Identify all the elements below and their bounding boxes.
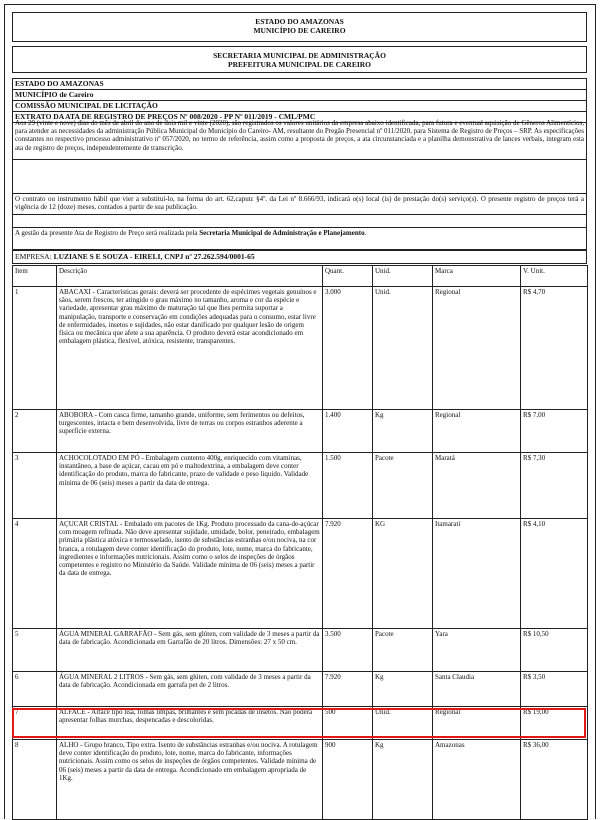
company-line <box>12 250 587 264</box>
cell-quantity: 3.500 <box>323 629 373 672</box>
cell-brand: Regional <box>433 287 521 410</box>
table-row <box>13 287 588 410</box>
cell-description: ALHO - Grupo branco, Tipo extra. Isento de substâncias estranhas e/ou nociva. A rotulagem deve conter identificação do produto, lote, nome, marca do fabricante, informações nutricionais. Assim como os selos de inspeções de órgãos competentes. Validade mínima de 06 (seis) meses a partir da data de entrega. Acondicionado em embalagem apropriada de 1Kg. <box>57 740 323 820</box>
cell-brand: Santa Claudia <box>433 672 521 707</box>
cell-item: 4 <box>13 519 57 629</box>
header-state: ESTADO DO AMAZONAS <box>255 17 344 26</box>
header-secretariat: SECRETARIA MUNICIPAL DE ADMINISTRAÇÃO <box>213 51 386 60</box>
cell-quantity: 7.920 <box>323 672 373 707</box>
blank-space <box>12 215 587 227</box>
paragraph-management <box>12 227 587 250</box>
cell-brand: Itamarati <box>433 519 521 629</box>
cell-brand: Yara <box>433 629 521 672</box>
table-row <box>13 740 588 820</box>
cell-price: R$ 3,50 <box>521 672 588 707</box>
org-municipality: MUNICÍPIO de Careiro <box>13 90 586 101</box>
table-row-highlighted <box>13 707 588 740</box>
cell-item: 3 <box>13 453 57 519</box>
header-description: Descrição <box>57 266 323 287</box>
org-commission: COMISSÃO MUNICIPAL DE LICITAÇÃO <box>13 101 586 112</box>
cell-item: 5 <box>13 629 57 672</box>
cell-description: ACHOCOLOTADO EM PÓ - Embalagem contento 400g, enriquecido com vitaminas, instantâneo, a base de açúcar, cacau em pó e maltodextrina, a embalagem deve conter identificação do produto, marca do fabricante, prazo de validade e peso liquido. Validade mínima de 06 (seis) meses a partir da data de entrega. <box>57 453 323 519</box>
cell-price: R$ 4,10 <box>521 519 588 629</box>
cell-description: ÁGUA MINERAL GARRAFÃO - Sem gás, sem glúten, com validade de 3 meses a partir da data de fabricação. Acondicionada em Garrafão de 20 litros. Dimensões: 27 x 50 cm. <box>57 629 323 672</box>
table-row <box>13 672 588 707</box>
cell-price: R$ 7,30 <box>521 453 588 519</box>
blank-space <box>12 160 587 193</box>
org-state: ESTADO DO AMAZONAS <box>13 79 586 90</box>
cell-item: 7 <box>13 707 57 740</box>
header-quantity: Quant. <box>323 266 373 287</box>
cell-unit: Kg <box>373 672 433 707</box>
cell-unit: Unid. <box>373 707 433 740</box>
management-text: A gestão da presente Ata de Registro de Preço será realizada pela <box>15 229 200 237</box>
cell-description: ABACAXI - Características gerais: deverá ser procedente de espécimes vegetais genuínos e sãos, serem frescos, ter atingido o grau máximo no tamanho, aroma e cor da espécie e variedade, apresentar grau máximo de maturação tal que lhes permita suportar a manipulação, transporte e conservação em condições adequadas para o consumo, estar livre de enfermidades, insetos e sujidades, não estar danificado por qualquer lesão de origem física ou mecânica que afete a sua aparência. O produto deverá estar acondicionado em embalagem plástica, flexível, atóxica, resistente, transparentes. <box>57 287 323 410</box>
table-row <box>13 629 588 672</box>
table-row <box>13 410 588 453</box>
header-item: Item <box>13 266 57 287</box>
cell-unit: Kg <box>373 740 433 820</box>
cell-unit: Unid. <box>373 287 433 410</box>
items-table <box>12 265 588 820</box>
cell-description: ALFACE - Alface tipo lisa, folhas limpas, brilhantes e sem picadas de insetos. Não poderá apresentar folhas murchas, despencadas e descoloridas. <box>57 707 323 740</box>
org-extract-title: EXTRATO DA ATA DE REGISTRO DE PREÇOS Nº 008/2020 - PP Nº 011/2019 - CML/PMC <box>13 112 586 123</box>
cell-unit: Kg <box>373 410 433 453</box>
cell-item: 6 <box>13 672 57 707</box>
paragraph-intro: Aos 29 (vinte e nove) dias do mês de abril do ano de dois mil e vinte (2020), são registrados os valores unitários da empresa abaixo identificada, para futura e eventual aquisição de Gêneros Alimentícios, para atender as necessidades da administração Pública Municipal do Município do Careiro- AM, resultante do Pregão Presencial nº 011/2020, para Sistema de Registro de Preços – SRP. As especificações constantes no respectivo processo administrativo nº 057/2020, no termo de referência, assim como a proposta de preços, a ata circunstanciada e a planilha demonstrativa de lances verbais, integram esta ata de registro de preços, independentemente de transcrição. <box>12 118 587 160</box>
cell-quantity: 7.920 <box>323 519 373 629</box>
cell-description: ÁGUA MINERAL 2 LITROS - Sem gás, sem glúten, com validade de 3 meses a partir da data de fabricação. Acondicionada em garrafa pet de 2 litros. <box>57 672 323 707</box>
header-brand: Marca <box>433 266 521 287</box>
cell-brand: Regional <box>433 707 521 740</box>
header-prefecture: PREFEITURA MUNICIPAL DE CAREIRO <box>228 60 371 69</box>
organization-block <box>12 78 587 123</box>
company-name: LUZIANE S E SOUZA - EIRELI, CNPJ nº 27.262.594/0001-65 <box>53 252 255 261</box>
header-municipality: MUNICÍPIO DE CAREIRO <box>253 26 346 35</box>
cell-description: AÇUCAR CRISTAL - Embalado em pacotes de 1Kg. Produto processado da cana-de-açúcar com moagem refinada. Não deve apresentar sujidade, umidade, bolor, peneirado, embalagem primária plástica atóxica e termosselado, isento de substâncias estranhas e/ou nociva, na cor branca, a rotulagem deve conter identificação do produto, lote, nome, marca do fabricante, ingredientes e informações nutricionais. Assim como o selos de inspeções de órgãos competentes e registro no Ministério da Saúde. Validade mínima de 06 (seis) meses a partir da data de entrega. <box>57 519 323 629</box>
header-unit-price: V. Unit. <box>521 266 588 287</box>
header-unit: Unid. <box>373 266 433 287</box>
table-row <box>13 453 588 519</box>
cell-quantity: 3.000 <box>323 287 373 410</box>
cell-unit: KG <box>373 519 433 629</box>
table-header-row <box>13 266 588 287</box>
cell-description: ABOBORA - Com casca firme, tamanho grande, uniforme, sem ferimentos ou defeitos, turgescentes, intacta e bem desenvolvida, livre de terras ou corpos estranhos aderente a superfície externa. <box>57 410 323 453</box>
cell-item: 1 <box>13 287 57 410</box>
cell-quantity: 1.400 <box>323 410 373 453</box>
cell-quantity: 900 <box>323 740 373 820</box>
cell-item: 2 <box>13 410 57 453</box>
cell-unit: Pacote <box>373 629 433 672</box>
cell-unit: Pacote <box>373 453 433 519</box>
cell-price: R$ 36,00 <box>521 740 588 820</box>
cell-price: R$ 4,70 <box>521 287 588 410</box>
header-box-state <box>12 12 587 42</box>
header-box-secretariat <box>12 46 587 73</box>
management-secretariat: Secretaria Municipal de Administração e Planejamento <box>199 229 365 237</box>
cell-brand: Maratá <box>433 453 521 519</box>
company-label: EMPRESA: <box>15 252 54 261</box>
cell-quantity: 500 <box>323 707 373 740</box>
paragraph-contract: O contrato ou instrumento hábil que vier a substituí-lo, na forma do art. 62,caputε §4º. da Lei nº 8.666/93, indicará o(s) local (is) de prestação do(s) serviço(s). O presente registro de preços terá a vigência de 12 (doze) meses, contados a partir de sua publicação. <box>12 193 587 215</box>
cell-quantity: 1.500 <box>323 453 373 519</box>
management-suffix: . <box>364 229 367 237</box>
cell-price: R$ 10,50 <box>521 629 588 672</box>
cell-price: R$ 7,00 <box>521 410 588 453</box>
cell-item: 8 <box>13 740 57 820</box>
cell-brand: Amazonas <box>433 740 521 820</box>
cell-brand: Regional <box>433 410 521 453</box>
table-row <box>13 519 588 629</box>
cell-price: R$ 19,00 <box>521 707 588 740</box>
